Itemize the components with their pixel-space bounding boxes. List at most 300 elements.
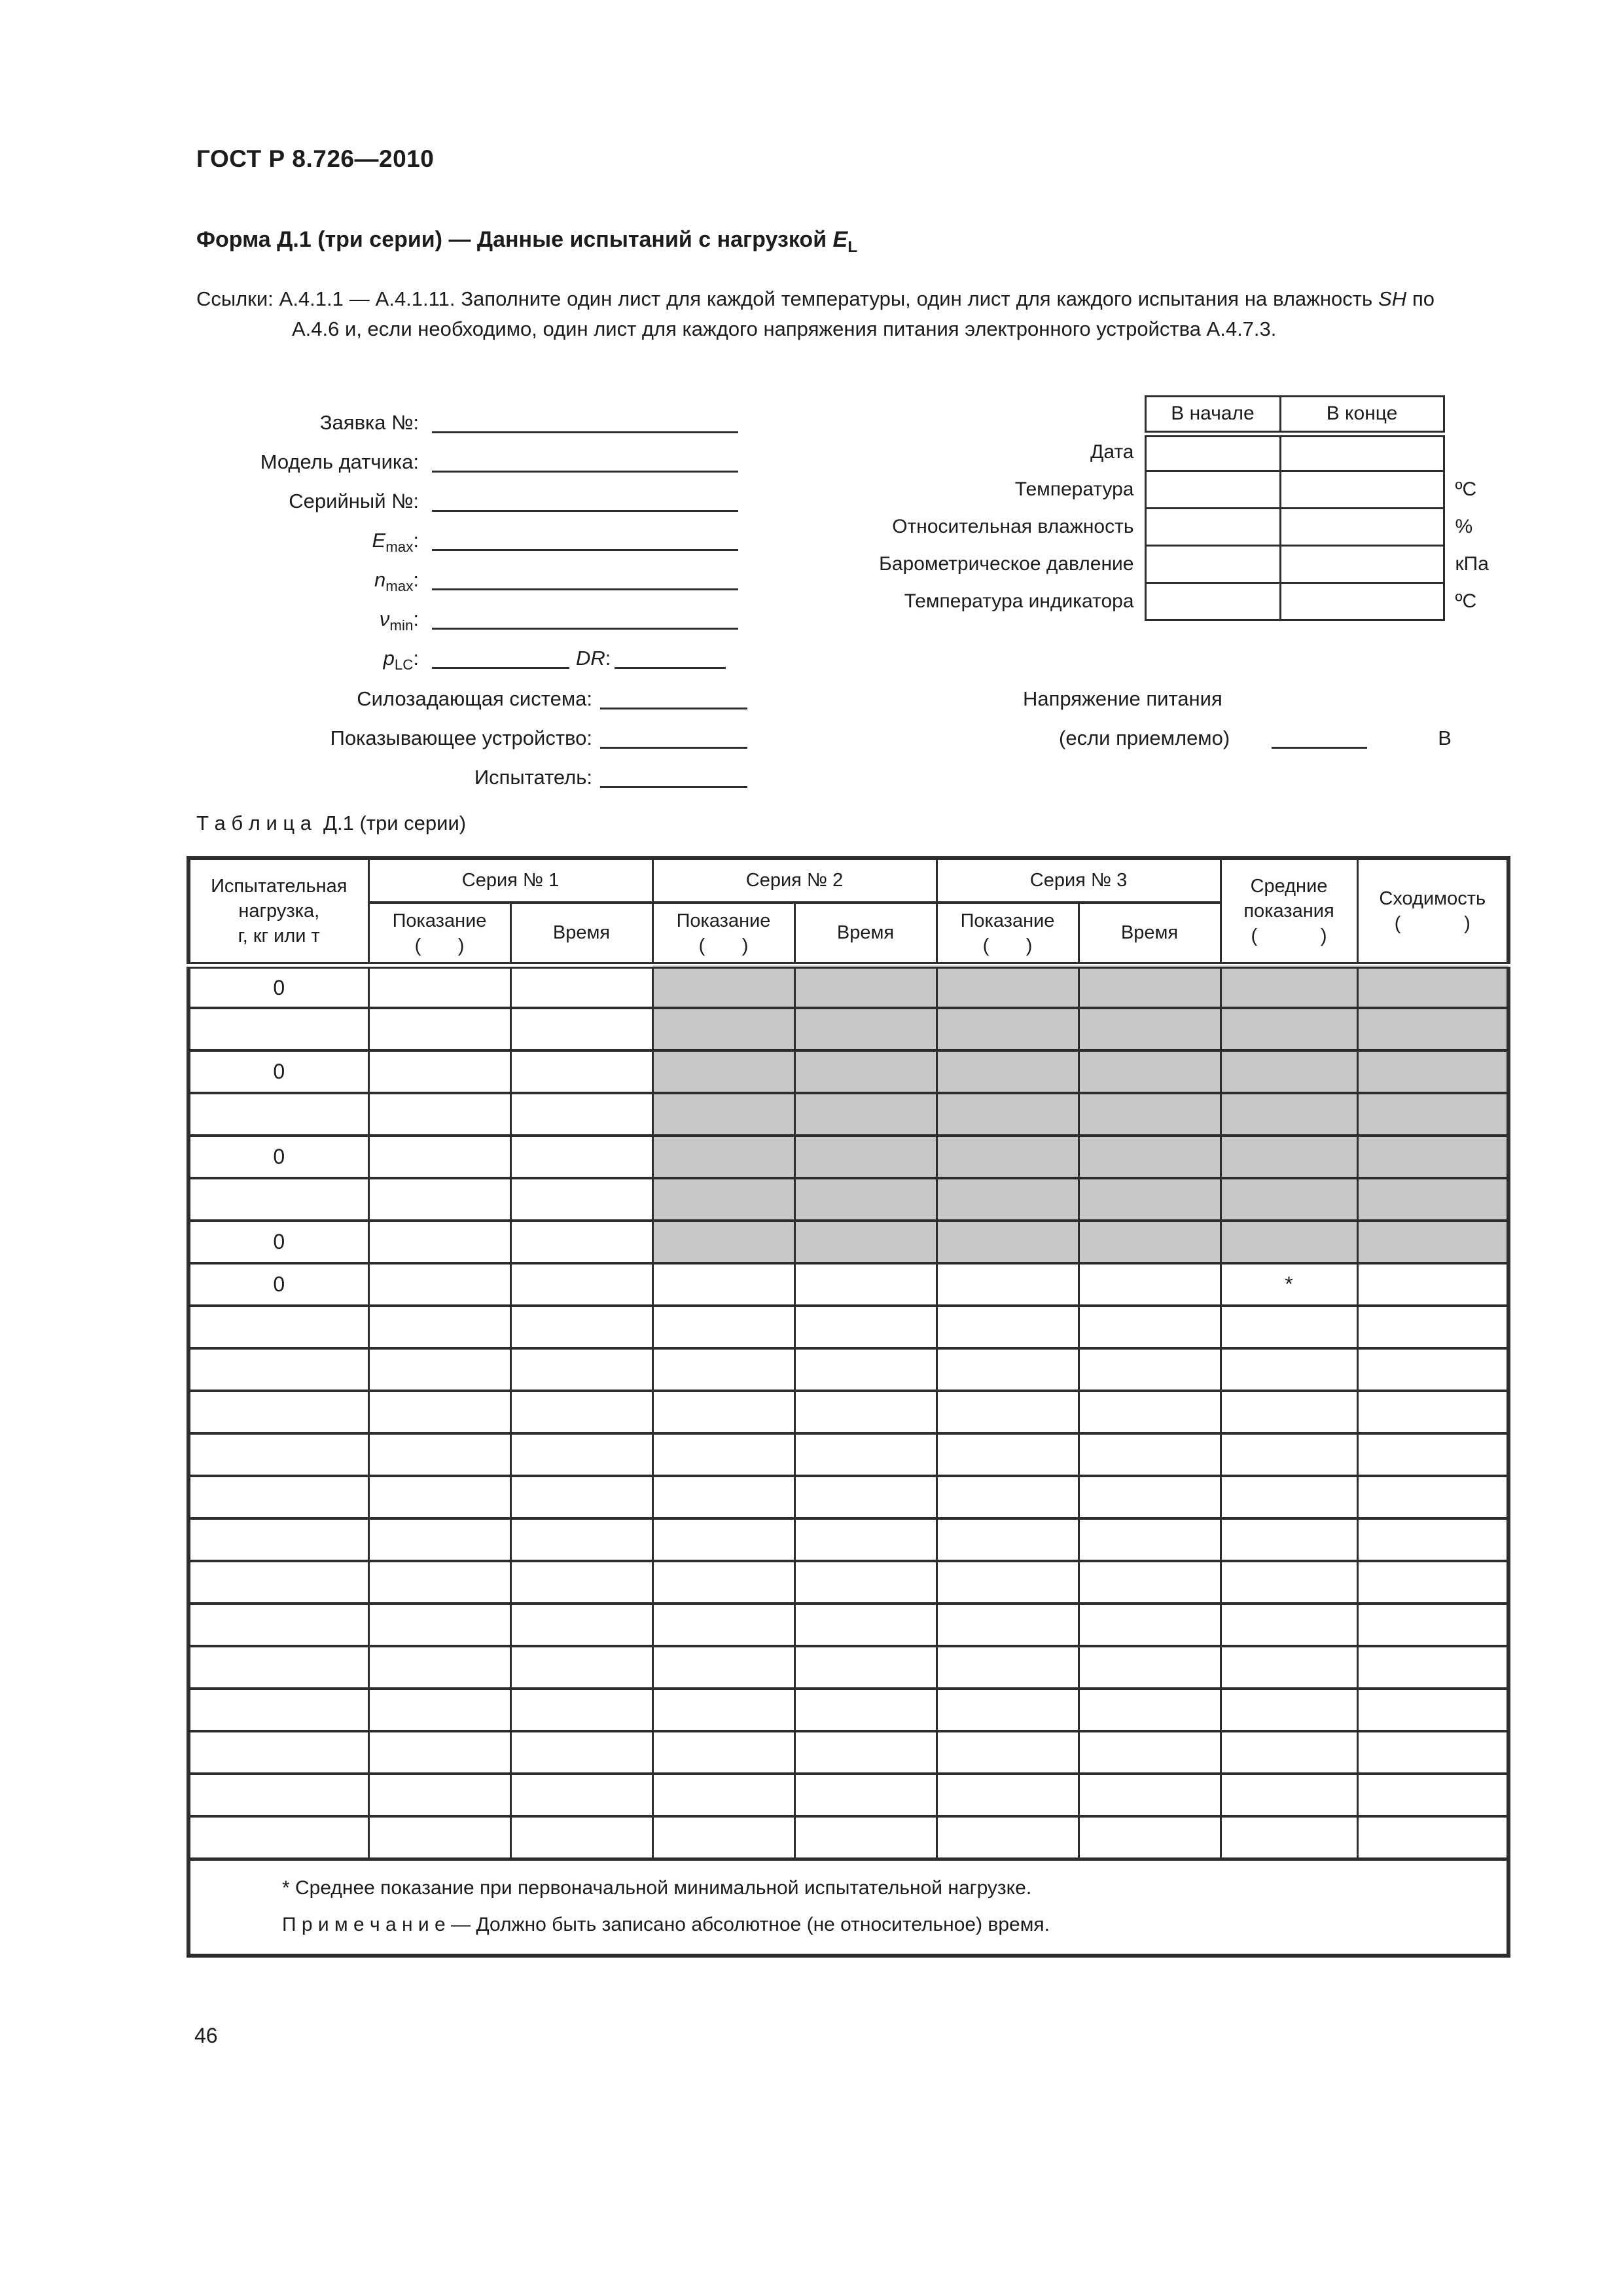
field-application-number <box>0 403 738 442</box>
data-cell <box>1221 1391 1357 1433</box>
data-cell <box>936 1731 1079 1774</box>
data-cell <box>794 1050 936 1093</box>
blank-line <box>600 781 747 788</box>
data-cell <box>652 1561 794 1604</box>
field-force-system <box>0 679 747 719</box>
table-row <box>188 1689 1508 1731</box>
data-cell <box>794 1008 936 1050</box>
value-cell <box>1145 509 1280 546</box>
data-cell <box>1221 1348 1357 1391</box>
data-cell <box>652 1008 794 1050</box>
field-label: Заявка №: <box>319 411 419 434</box>
header-line: нагрузка, <box>238 901 320 922</box>
data-cell <box>368 1646 510 1689</box>
data-cell <box>794 1221 936 1263</box>
data-cell <box>936 1221 1079 1263</box>
load-cell <box>188 1433 368 1476</box>
data-cell <box>510 1221 652 1263</box>
table-caption-word: Т а б л и ц а <box>196 812 312 834</box>
math-sub: min <box>389 617 414 634</box>
data-cell <box>652 1391 794 1433</box>
data-cell <box>368 1306 510 1348</box>
field-tester <box>0 758 747 797</box>
data-cell <box>368 1178 510 1221</box>
data-cell <box>510 1561 652 1604</box>
load-cell <box>188 1561 368 1604</box>
data-cell <box>936 1774 1079 1816</box>
condition-row-temperature <box>753 471 1503 509</box>
unit-label: В <box>1438 726 1452 749</box>
application-fields <box>0 403 738 678</box>
main-header-row-1 <box>188 858 1508 903</box>
data-cell <box>510 1518 652 1561</box>
load-cell <box>188 1476 368 1518</box>
value-cell <box>1280 509 1444 546</box>
data-cell <box>510 1093 652 1136</box>
math-var: p <box>383 647 395 670</box>
data-cell <box>936 1348 1079 1391</box>
setup-fields <box>0 679 747 797</box>
load-cell <box>188 1348 368 1391</box>
data-cell <box>936 1689 1079 1731</box>
field-e-max <box>0 521 738 560</box>
load-cell <box>188 1178 368 1221</box>
data-cell <box>794 1348 936 1391</box>
data-cell <box>1079 1263 1221 1306</box>
load-cell: 0 <box>188 1136 368 1178</box>
blank-line <box>432 427 738 433</box>
load-cell: 0 <box>188 1263 368 1306</box>
data-cell <box>1221 1646 1357 1689</box>
data-cell <box>368 1433 510 1476</box>
data-cell <box>1357 1263 1508 1306</box>
data-cell <box>652 1689 794 1731</box>
data-cell <box>368 1476 510 1518</box>
unit-label: % <box>1455 516 1473 537</box>
field-label: Силозадающая система: <box>357 687 592 710</box>
unit-label <box>1444 434 1503 471</box>
data-cell <box>368 1050 510 1093</box>
data-cell <box>1079 1433 1221 1476</box>
supply-voltage-row <box>1059 719 1452 758</box>
row-label: Температура <box>1014 478 1134 500</box>
data-cell <box>1357 1391 1508 1433</box>
data-cell <box>652 1604 794 1646</box>
data-cell <box>1221 1221 1357 1263</box>
data-cell <box>368 1136 510 1178</box>
data-cell <box>1221 1178 1357 1221</box>
table-row <box>188 1263 1508 1306</box>
unit-parentheses: ( ) <box>1394 913 1471 934</box>
data-cell <box>1357 1518 1508 1561</box>
data-cell <box>1079 1348 1221 1391</box>
load-cell <box>188 1774 368 1816</box>
data-cell <box>368 1348 510 1391</box>
load-cell: 0 <box>188 965 368 1008</box>
data-cell <box>1221 1731 1357 1774</box>
data-cell <box>1357 1689 1508 1731</box>
table-row <box>188 965 1508 1008</box>
data-cell <box>794 1689 936 1731</box>
data-cell <box>510 1816 652 1859</box>
table-row <box>188 1731 1508 1774</box>
col-header-reading-3 <box>936 903 1079 965</box>
data-cell <box>936 1178 1079 1221</box>
document-number: ГОСТ Р 8.726—2010 <box>196 145 435 172</box>
field-indicating-device <box>0 719 747 758</box>
data-cell <box>510 1306 652 1348</box>
data-cell <box>936 1306 1079 1348</box>
data-cell <box>652 1433 794 1476</box>
data-cell <box>1221 1816 1357 1859</box>
data-cell <box>368 1774 510 1816</box>
blank-line <box>432 623 738 630</box>
load-cell <box>188 1646 368 1689</box>
table-caption <box>196 812 466 835</box>
condition-row-indicator-temperature <box>753 583 1503 620</box>
data-cell <box>1079 1816 1221 1859</box>
table-row <box>188 1518 1508 1561</box>
data-cell <box>1221 1306 1357 1348</box>
data-cell <box>1357 1136 1508 1178</box>
data-cell <box>1079 965 1221 1008</box>
load-cell <box>188 1731 368 1774</box>
colon: : <box>413 647 419 670</box>
data-cell <box>1221 965 1357 1008</box>
data-cell <box>794 1774 936 1816</box>
data-cell <box>936 1561 1079 1604</box>
col-header-series-3: Серия № 3 <box>936 858 1221 903</box>
data-cell <box>652 1476 794 1518</box>
load-cell <box>188 1008 368 1050</box>
data-cell <box>794 1604 936 1646</box>
field-label: Испытатель: <box>474 766 592 789</box>
data-cell <box>510 1263 652 1306</box>
header-line: Показание <box>392 910 487 931</box>
col-header-series-2: Серия № 2 <box>652 858 936 903</box>
data-cell <box>652 1646 794 1689</box>
load-cell <box>188 1816 368 1859</box>
conditions-table <box>753 395 1503 621</box>
value-cell <box>1145 546 1280 583</box>
data-cell <box>368 1008 510 1050</box>
field-label: Серийный №: <box>289 490 419 512</box>
data-cell <box>936 1646 1079 1689</box>
data-cell <box>1357 1433 1508 1476</box>
unit-label: ºС <box>1455 478 1477 500</box>
col-header-series-1: Серия № 1 <box>368 858 652 903</box>
header-line: Показание <box>676 910 771 931</box>
data-cell <box>510 1774 652 1816</box>
col-header-reading-2 <box>652 903 794 965</box>
col-header-convergence <box>1357 858 1508 965</box>
table-caption-rest: Д.1 (три серии) <box>323 812 467 834</box>
table-row <box>188 1391 1508 1433</box>
form-title-var-sub: L <box>847 238 858 256</box>
data-cell <box>1357 1604 1508 1646</box>
table-row <box>188 1774 1508 1816</box>
data-cell <box>510 1476 652 1518</box>
header-line: г, кг или т <box>238 925 320 946</box>
data-cell <box>1357 1050 1508 1093</box>
math-sub: LC <box>394 656 414 673</box>
table-row <box>188 1136 1508 1178</box>
data-cell <box>1221 1774 1357 1816</box>
data-cell <box>1357 1306 1508 1348</box>
dr-label <box>576 647 611 670</box>
field-label: Модель датчика: <box>260 450 419 473</box>
supply-voltage-label: Напряжение питания <box>1023 687 1222 710</box>
data-cell <box>936 1136 1079 1178</box>
data-cell <box>936 1093 1079 1136</box>
header-line: Показание <box>960 910 1055 931</box>
data-cell <box>368 1731 510 1774</box>
form-title-var: E <box>832 227 848 252</box>
main-table <box>187 856 1510 1958</box>
data-cell <box>368 1093 510 1136</box>
data-cell <box>794 1476 936 1518</box>
load-cell <box>188 1604 368 1646</box>
colon: : <box>413 568 419 591</box>
data-cell <box>936 1604 1079 1646</box>
data-cell <box>794 1433 936 1476</box>
data-cell <box>652 1136 794 1178</box>
footnote-note <box>282 1907 1493 1943</box>
blank-line <box>600 703 747 709</box>
data-cell <box>368 1221 510 1263</box>
data-cell <box>1079 1476 1221 1518</box>
data-cell <box>1221 1561 1357 1604</box>
data-cell <box>368 1518 510 1561</box>
data-cell <box>794 1561 936 1604</box>
field-sensor-model <box>0 442 738 482</box>
data-cell <box>652 1263 794 1306</box>
data-cell <box>794 1646 936 1689</box>
data-cell <box>652 1178 794 1221</box>
data-cell <box>1079 1391 1221 1433</box>
footnote-row <box>188 1859 1508 1956</box>
data-cell <box>652 1731 794 1774</box>
data-cell <box>1357 1774 1508 1816</box>
note-text: — Должно быть записано абсолютное (не относительное) время. <box>445 1913 1050 1935</box>
data-cell <box>1221 1050 1357 1093</box>
value-cell <box>1280 583 1444 620</box>
field-serial-number <box>0 482 738 521</box>
unit-parentheses: ( ) <box>698 935 749 956</box>
colon: : <box>413 529 419 552</box>
data-cell <box>510 1348 652 1391</box>
data-cell <box>1079 1604 1221 1646</box>
blank-line <box>615 662 726 669</box>
data-cell <box>1357 1221 1508 1263</box>
data-cell <box>794 965 936 1008</box>
data-cell <box>1221 1689 1357 1731</box>
data-cell <box>1079 1136 1221 1178</box>
data-cell <box>368 1263 510 1306</box>
data-cell <box>794 1518 936 1561</box>
data-cell <box>1079 1518 1221 1561</box>
conditions-header-row <box>753 397 1503 434</box>
data-cell <box>1357 1348 1508 1391</box>
data-cell <box>510 1604 652 1646</box>
unit-label: кПа <box>1455 553 1489 575</box>
unit-parentheses: ( ) <box>1251 925 1327 946</box>
load-cell <box>188 1093 368 1136</box>
data-cell <box>368 1604 510 1646</box>
load-cell <box>188 1391 368 1433</box>
data-cell <box>652 1348 794 1391</box>
table-row <box>188 1646 1508 1689</box>
data-cell <box>652 1306 794 1348</box>
data-cell <box>936 1008 1079 1050</box>
data-cell <box>1357 1476 1508 1518</box>
row-label: Барометрическое давление <box>879 553 1134 575</box>
data-cell <box>936 1476 1079 1518</box>
spacer <box>753 397 1145 434</box>
col-header-average-readings <box>1221 858 1357 965</box>
table-row <box>188 1816 1508 1859</box>
col-header-test-load <box>188 858 368 965</box>
row-label: Температура индикатора <box>904 590 1134 612</box>
references-seg2: по А.4.6 и, если необходимо, один лист для каждого напряжения питания электронного устройства А.4.7.3. <box>292 287 1435 340</box>
data-cell <box>1079 1689 1221 1731</box>
data-cell <box>936 1050 1079 1093</box>
condition-row-pressure <box>753 546 1503 583</box>
data-cell <box>1079 1221 1221 1263</box>
data-cell <box>368 965 510 1008</box>
data-cell <box>1357 1816 1508 1859</box>
references-seg1: А.4.1.1 — А.4.1.11. Заполните один лист для каждой температуры, один лист для каждого испытания на влажность <box>279 287 1379 310</box>
blank-line <box>432 466 738 473</box>
data-cell <box>652 1050 794 1093</box>
table-row <box>188 1348 1508 1391</box>
data-cell <box>794 1306 936 1348</box>
condition-row-date <box>753 434 1503 471</box>
row-label: Относительная влажность <box>892 516 1134 537</box>
data-cell <box>1221 1093 1357 1136</box>
value-cell <box>1280 434 1444 471</box>
value-cell <box>1145 583 1280 620</box>
data-cell <box>794 1731 936 1774</box>
blank-line <box>432 505 738 512</box>
data-cell <box>510 1731 652 1774</box>
main-table-wrap <box>187 856 1510 1958</box>
data-cell <box>1221 1476 1357 1518</box>
table-row <box>188 1221 1508 1263</box>
blank-line <box>600 742 747 749</box>
data-cell <box>1357 1178 1508 1221</box>
page-number: 46 <box>194 2024 218 2047</box>
data-cell <box>1079 1093 1221 1136</box>
references-lead: Ссылки: <box>196 287 274 310</box>
data-cell <box>510 1646 652 1689</box>
form-title <box>196 227 857 257</box>
data-cell <box>1079 1050 1221 1093</box>
data-cell <box>652 1774 794 1816</box>
data-cell <box>510 1008 652 1050</box>
data-cell <box>510 1391 652 1433</box>
header-line: Средние <box>1250 876 1328 897</box>
data-cell <box>1357 1008 1508 1050</box>
colon: : <box>605 647 611 670</box>
data-cell <box>1357 965 1508 1008</box>
data-cell <box>936 1391 1079 1433</box>
unit-parentheses: ( ) <box>982 935 1033 956</box>
table-row <box>188 1306 1508 1348</box>
colon: : <box>413 607 419 630</box>
col-header-time-3: Время <box>1079 903 1221 965</box>
data-cell <box>794 1816 936 1859</box>
row-label: Дата <box>1090 441 1134 463</box>
math-sub: max <box>385 578 414 595</box>
condition-row-humidity <box>753 509 1503 546</box>
data-cell <box>1221 1433 1357 1476</box>
data-cell <box>1079 1178 1221 1221</box>
footnote-star: * Среднее показание при первоначальной минимальной испытательной нагрузке. <box>282 1876 1032 1899</box>
field-n-max <box>0 560 738 600</box>
math-var: ν <box>379 607 390 630</box>
load-cell <box>188 1689 368 1731</box>
data-cell <box>1221 1518 1357 1561</box>
load-cell <box>188 1518 368 1561</box>
table-row <box>188 1093 1508 1136</box>
data-cell <box>510 1178 652 1221</box>
col-header-at-end: В конце <box>1280 397 1444 434</box>
data-cell <box>652 1816 794 1859</box>
data-cell <box>368 1689 510 1731</box>
table-row <box>188 1178 1508 1221</box>
unit-label: ºС <box>1455 590 1477 612</box>
math-var: E <box>372 529 386 552</box>
data-cell <box>1357 1731 1508 1774</box>
data-cell <box>1221 1136 1357 1178</box>
header-line: Испытательная <box>211 876 348 897</box>
value-cell <box>1280 546 1444 583</box>
table-row <box>188 1008 1508 1050</box>
references-var: SH <box>1378 287 1407 310</box>
math-var: n <box>374 568 386 591</box>
data-cell <box>1357 1093 1508 1136</box>
supply-note: (если приемлемо) <box>1059 726 1230 749</box>
data-cell <box>1357 1561 1508 1604</box>
value-cell <box>1280 471 1444 509</box>
header-line: Сходимость <box>1379 888 1486 909</box>
load-cell: 0 <box>188 1050 368 1093</box>
col-header-at-start: В начале <box>1145 397 1280 434</box>
field-p-lc-dr <box>0 639 738 678</box>
data-cell <box>652 1221 794 1263</box>
data-cell <box>794 1093 936 1136</box>
data-cell <box>936 1518 1079 1561</box>
col-header-time-1: Время <box>510 903 652 965</box>
field-label <box>0 639 419 685</box>
data-cell <box>794 1178 936 1221</box>
unit-parentheses: ( ) <box>414 935 465 956</box>
data-cell <box>510 1433 652 1476</box>
col-header-reading-1 <box>368 903 510 965</box>
data-cell <box>1079 1561 1221 1604</box>
math-sub: max <box>385 539 414 556</box>
data-cell <box>1079 1774 1221 1816</box>
data-cell <box>510 1689 652 1731</box>
table-row <box>188 1561 1508 1604</box>
header-line: показания <box>1243 901 1334 922</box>
data-cell <box>936 1263 1079 1306</box>
load-cell: 0 <box>188 1221 368 1263</box>
blank-line <box>1272 742 1367 749</box>
data-cell <box>368 1561 510 1604</box>
table-row <box>188 1433 1508 1476</box>
